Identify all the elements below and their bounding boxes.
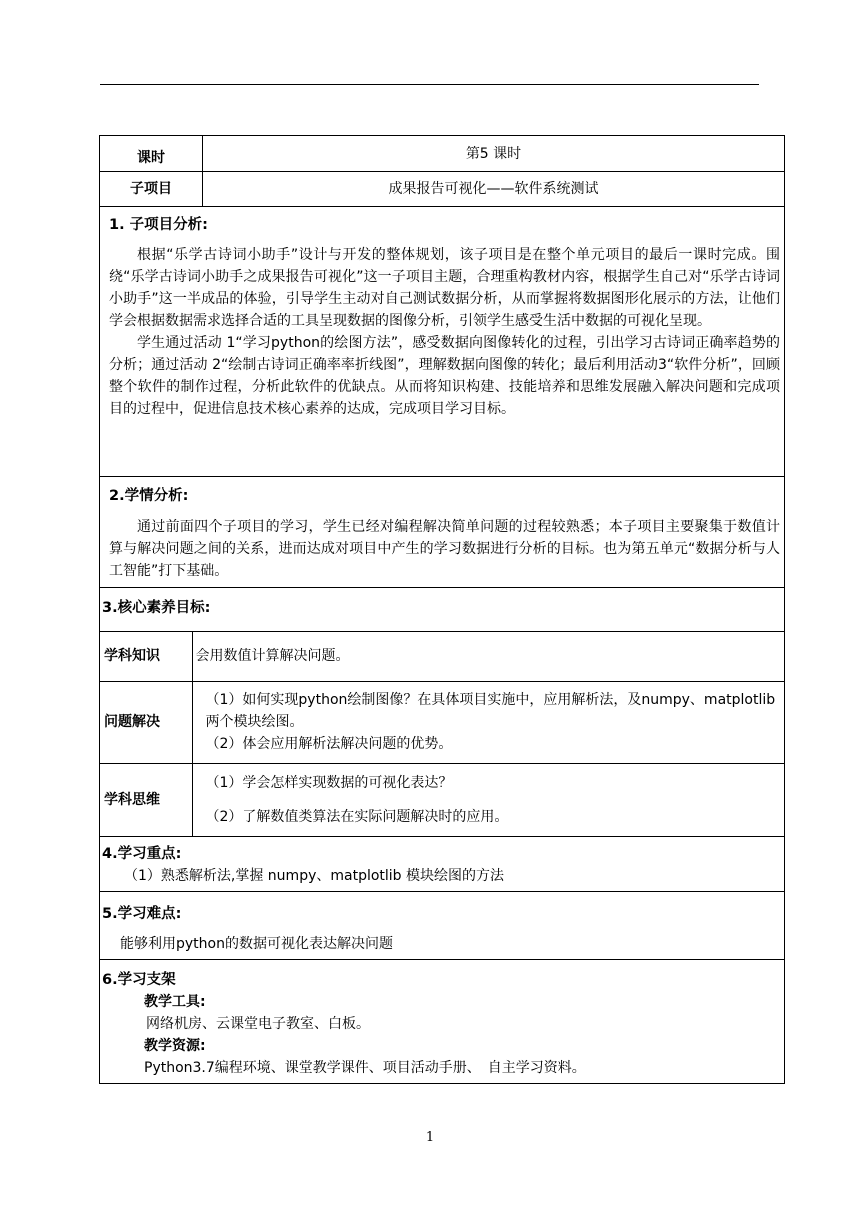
- section2-paragraph: 通过前面四个子项目的学习，学生已经对编程解决简单问题的过程较熟悉；本子项目主要聚集于数值计算与解决问题之间的关系，进而达成对项目中产生的学习数据进行分析的目标。也为第五单元“数据分析与人工智能”打下基础。: [109, 519, 780, 579]
- section-difficulties: [100, 892, 785, 960]
- section-subproject-analysis: [100, 207, 785, 477]
- tools-label: 教学工具:: [144, 994, 206, 1010]
- subproject-value: 成果报告可视化——软件系统测试: [203, 172, 785, 207]
- subproject-label: 子项目: [100, 172, 203, 207]
- section-learner-analysis: [100, 477, 785, 588]
- core-goal-line: 会用数值计算解决问题。: [195, 648, 350, 665]
- core-goal-line: （2）体会应用解析法解决问题的优势。: [205, 736, 453, 752]
- core-goal-row: [100, 632, 784, 681]
- core-goal-row: [100, 763, 784, 836]
- section-scaffold: [100, 960, 785, 1084]
- section6-title: 6.学习支架: [102, 972, 176, 988]
- section3-title: 3.核心素养目标:: [102, 600, 211, 616]
- section1-paragraph-2: 学生通过活动 1“学习python的绘图方法”，感受数据向图像转化的过程，引出学习古诗词正确率趋势的分析；通过活动 2“绘制古诗词正确率率折线图”，理解数据向图像的转化；最后利用活动3“软件分析”，回顾整个软件的制作过程，分析此软件的优缺点。从而将知识构建、技能培养和思维发展融入解决问题和完成项目的过程中，促进信息技术核心素养的达成，完成项目学习目标。: [109, 335, 780, 417]
- section-key-points: [100, 837, 785, 892]
- core-goals-table: [100, 632, 784, 836]
- section1-title: 1. 子项目分析:: [109, 217, 208, 233]
- section4-title: 4.学习重点:: [102, 846, 182, 862]
- core-goals-grid: [100, 632, 785, 837]
- core-goal-line: （1）学会怎样实现数据的可视化表达？: [205, 774, 453, 791]
- lesson-plan-table: [99, 135, 785, 1084]
- section1-paragraph-1: 根据“乐学古诗词小助手”设计与开发的整体规划，该子项目是在整个单元项目的最后一课时完成。围绕“乐学古诗词小助手之成果报告可视化”这一子项目主题，合理重构教材内容，根据学生自己对“乐学古诗词小助手”这一半成品的体验，引导学生主动对自己测试数据分析，从而掌握将数据图形化展示的方法，让他们学会根据数据需求选择合适的工具呈现数据的图像分析，引领学生感受生活中数据的可视化呈现。: [109, 247, 780, 329]
- core-goal-label: 学科知识: [100, 632, 192, 681]
- section-core-goals-title: [100, 588, 785, 632]
- lesson-value: 第5 课时: [203, 136, 785, 172]
- section4-content: （1）熟悉解析法,掌握 numpy、matplotlib 模块绘图的方法: [124, 868, 505, 884]
- core-goal-label: 学科思维: [100, 763, 192, 836]
- core-goal-content: [192, 763, 784, 836]
- header-rule: [100, 84, 759, 85]
- tools-value: 网络机房、云课堂电子教室、白板。: [146, 1016, 370, 1032]
- page-number: 1: [425, 1130, 435, 1145]
- core-goal-content: [192, 681, 784, 763]
- core-goal-label: 问题解决: [100, 681, 192, 763]
- core-goal-line: （2）了解数值类算法在实际问题解决时的应用。: [205, 808, 509, 825]
- resources-label: 教学资源:: [144, 1038, 206, 1054]
- core-goal-line: （1）如何实现python绘制图像？在具体项目实施中，应用解析法，及numpy、matplotlib两个模块绘图。: [205, 692, 776, 730]
- section5-title: 5.学习难点:: [102, 906, 182, 922]
- core-goal-row: [100, 681, 784, 763]
- resources-value: Python3.7编程环境、课堂教学课件、项目活动手册、 自主学习资料。: [144, 1060, 586, 1076]
- lesson-label: 课时: [100, 136, 203, 172]
- section2-title: 2.学情分析:: [109, 488, 189, 504]
- section5-content: 能够利用python的数据可视化表达解决问题: [120, 936, 393, 952]
